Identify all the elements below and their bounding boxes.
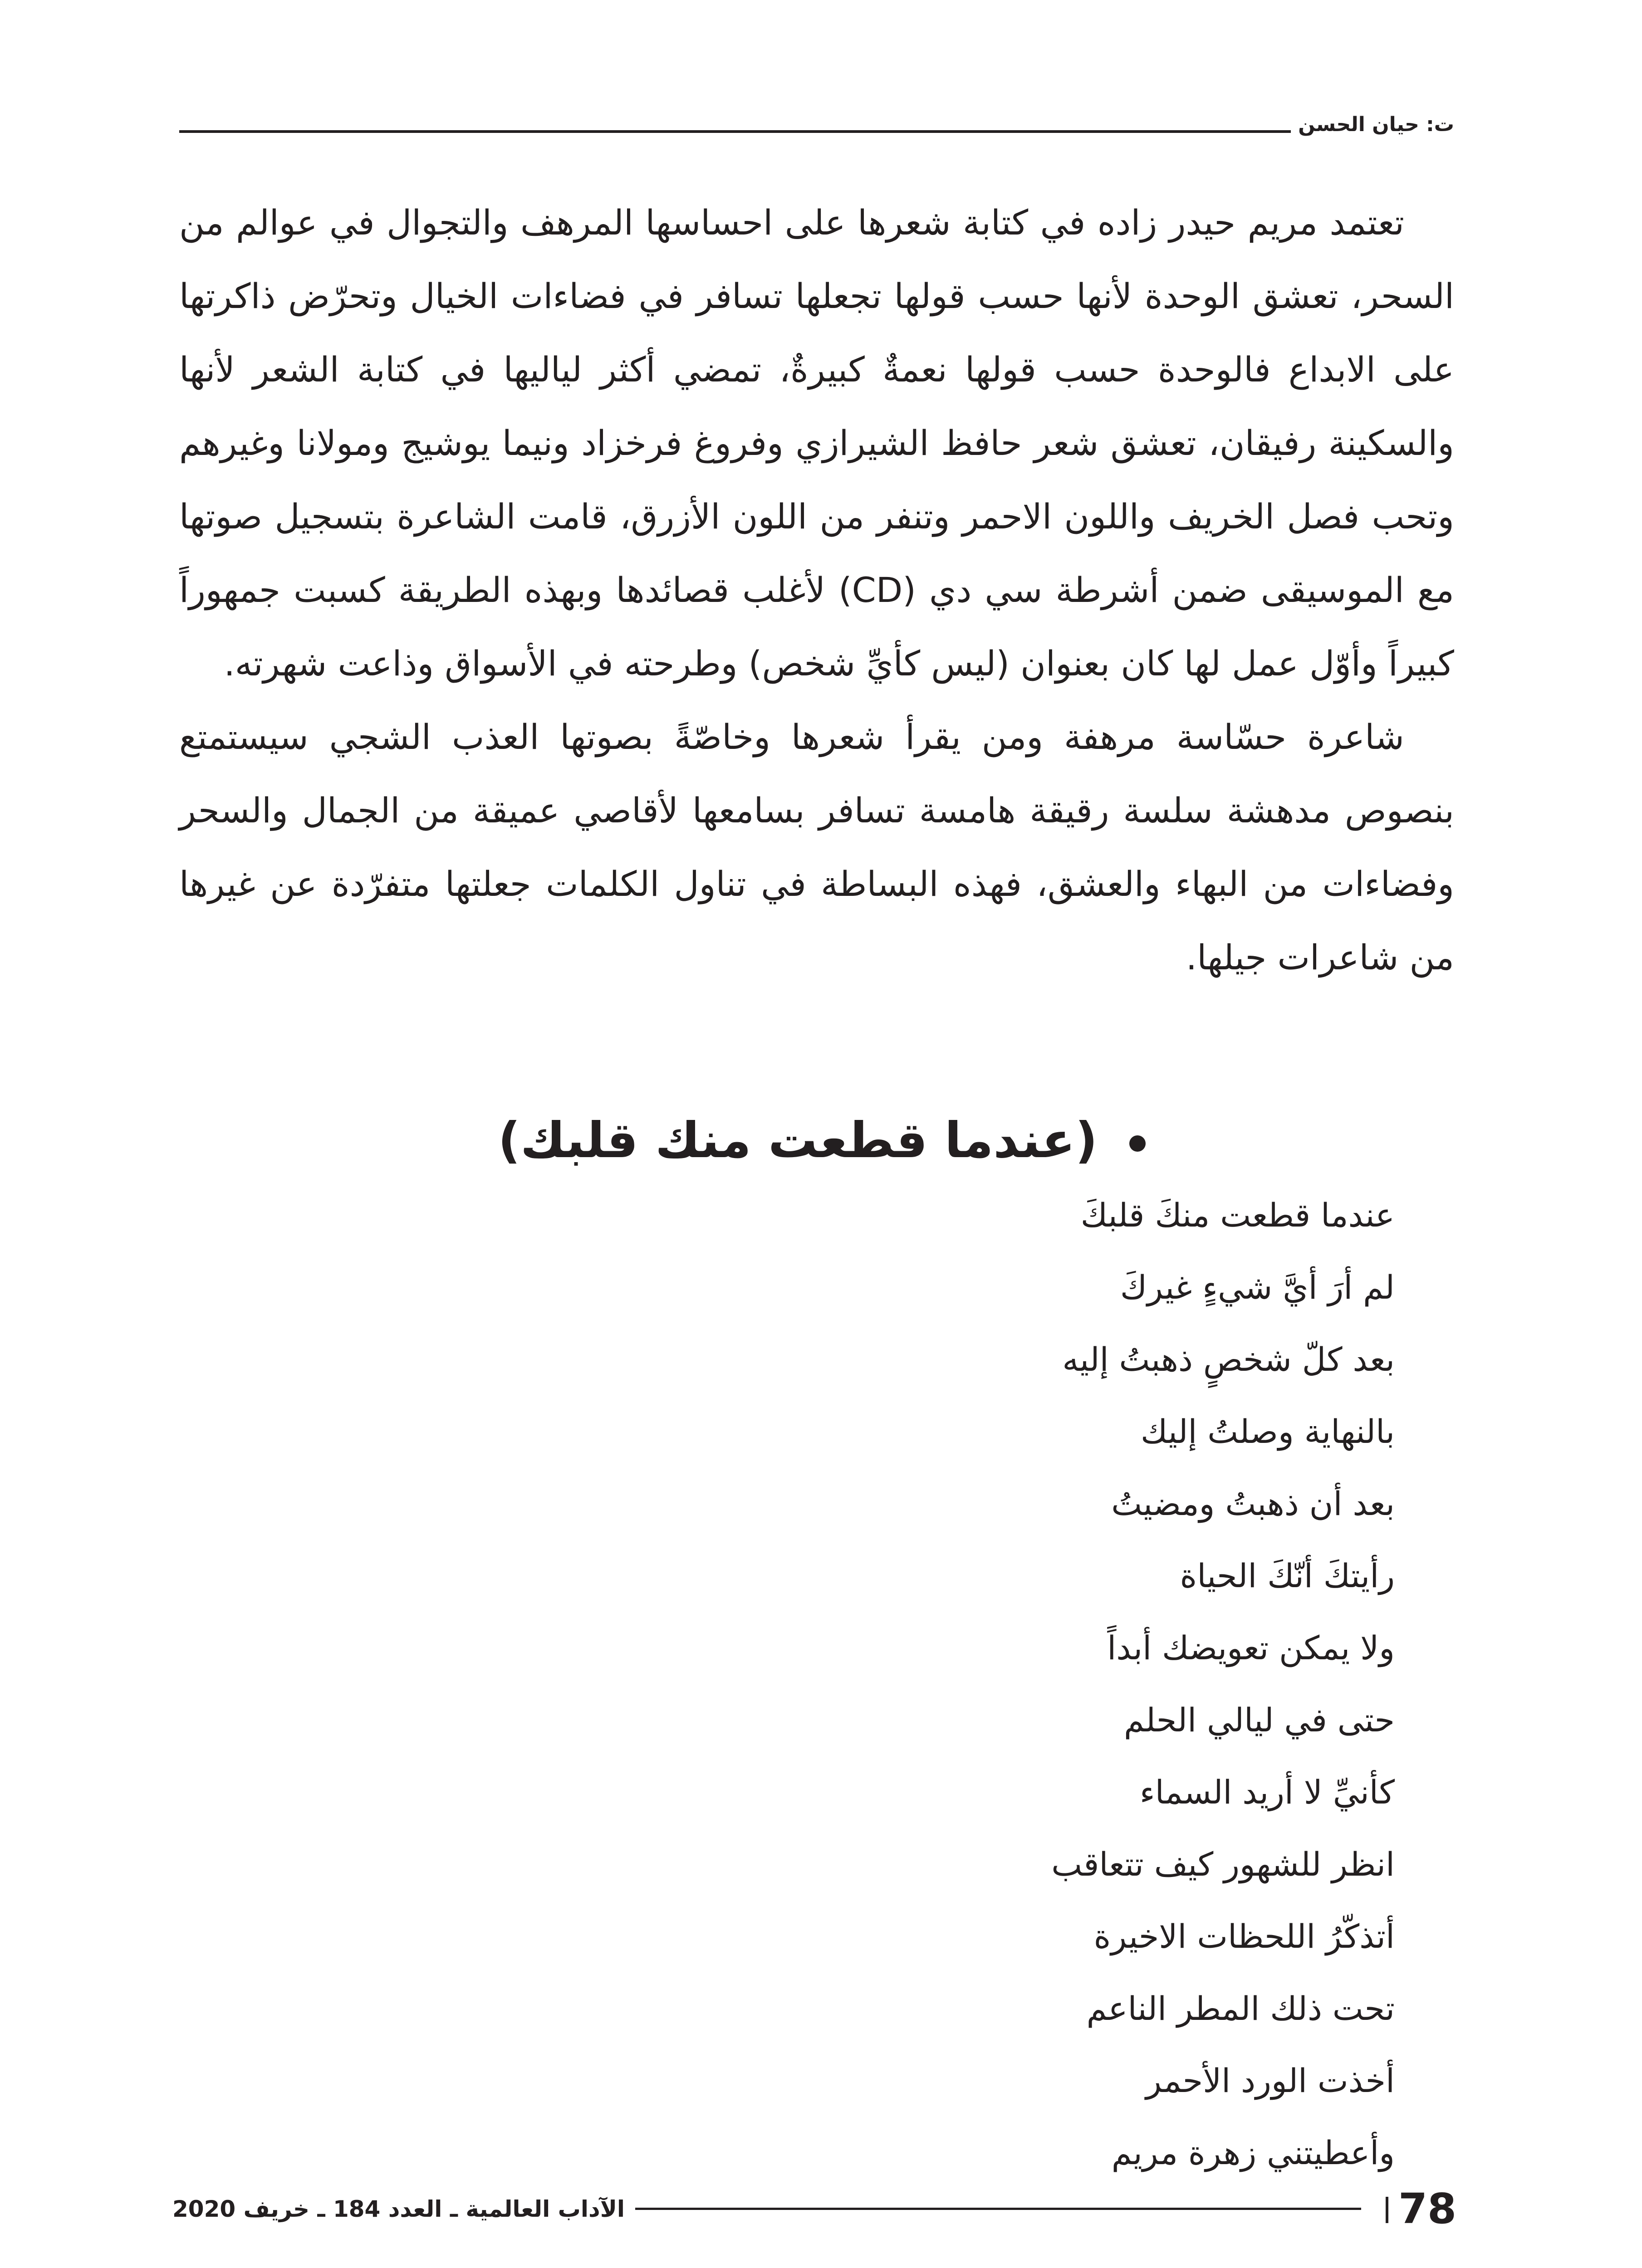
paragraph (179, 700, 1454, 994)
footer-rule (635, 2208, 1361, 2210)
poem-line: انظر للشهور كيف تتعاقب (1051, 1845, 1395, 1883)
article-body (179, 186, 1454, 994)
translator-credit: ت: حيان الحسن (1298, 113, 1454, 136)
journal-issue: الآداب العالمية ـ العدد 184 ـ خريف 2020 (172, 2196, 625, 2222)
poem-line: ولا يمكن تعويضك أبداً (1107, 1629, 1395, 1667)
paragraph (179, 186, 1454, 700)
poem-line: بعد كلّ شخصٍ ذهبتُ إليه (1062, 1340, 1395, 1378)
footer-divider (1386, 2197, 1388, 2223)
poem (760, 1179, 1395, 2189)
poem-line: رأيتكَ أنّكَ الحياة (1180, 1557, 1395, 1595)
poem-line: كأنيِّ لا أريد السماء (1139, 1773, 1395, 1811)
page-header (179, 107, 1454, 143)
header-rule (179, 130, 1291, 133)
poem-line: حتى في ليالي الحلم (1123, 1701, 1395, 1739)
paragraph-text: تعتمد مريم حيدر زاده في كتابة شعرها على احساسها المرهف والتجوال في عوالم من السحر، تعشق الوحدة لأنها حسب قولها تجعلها تسافر في فضاءات الخيال وتحرّض ذاكرتها على الابداع فالوحدة حسب قولها نعمةٌ كبيرةٌ، تمضي أكثر لياليها في كتابة الشعر لأنها والسكينة رفيقان، تعشق شعر حافظ الشيرازي وفروغ فرخزاد ونيما يوشيج ومولانا وغيرهم وتحب فصل الخريف واللون الاحمر وتنفر من اللون الأزرق، قامت الشاعرة بتسجيل صوتها مع الموسيقى ضمن أشرطة سي دي (CD) لأغلب قصائدها وبهذه الطريقة كسبت جمهوراً كبيراً وأوّل عمل لها كان بعنوان (ليس كأيِّ شخص) وطرحته في الأسواق وذاعت شهرته. (179, 202, 1455, 684)
poem-line: عندما قطعت منكَ قلبكَ (1080, 1196, 1395, 1234)
poem-line: بالنهاية وصلتُ إليك (1141, 1413, 1395, 1451)
poem-title-text: (عندما قطعت منك قلبك) (498, 1112, 1098, 1169)
bullet-icon (1129, 1135, 1146, 1152)
poem-line: أخذت الورد الأحمر (1146, 2062, 1395, 2100)
poem-title (179, 1107, 1146, 1175)
page-footer (172, 2184, 1456, 2234)
page-number: 78 (1398, 2185, 1456, 2233)
poem-line: أتذكّرُ اللحظات الاخيرة (1093, 1917, 1395, 1955)
poem-line: بعد أن ذهبتُ ومضيتُ (1111, 1485, 1395, 1523)
poem-line: تحت ذلك المطر الناعم (1086, 1989, 1395, 2028)
poem-line: لم أرَ أيَّ شيءٍ غيركَ (1120, 1268, 1395, 1306)
poem-line: وأعطيتني زهرة مريم (1111, 2134, 1395, 2172)
paragraph-text: شاعرة حسّاسة مرهفة ومن يقرأ شعرها وخاصّةً بصوتها العذب الشجي سيستمتع بنصوص مدهشة سلسة رقيقة هامسة تسافر بسامعها لأقاصي عميقة من الجمال والسحر وفضاءات من البهاء والعشق، فهذه البساطة في تناول الكلمات جعلتها متفرّدة عن غيرها من شاعرات جيلها. (179, 717, 1454, 978)
